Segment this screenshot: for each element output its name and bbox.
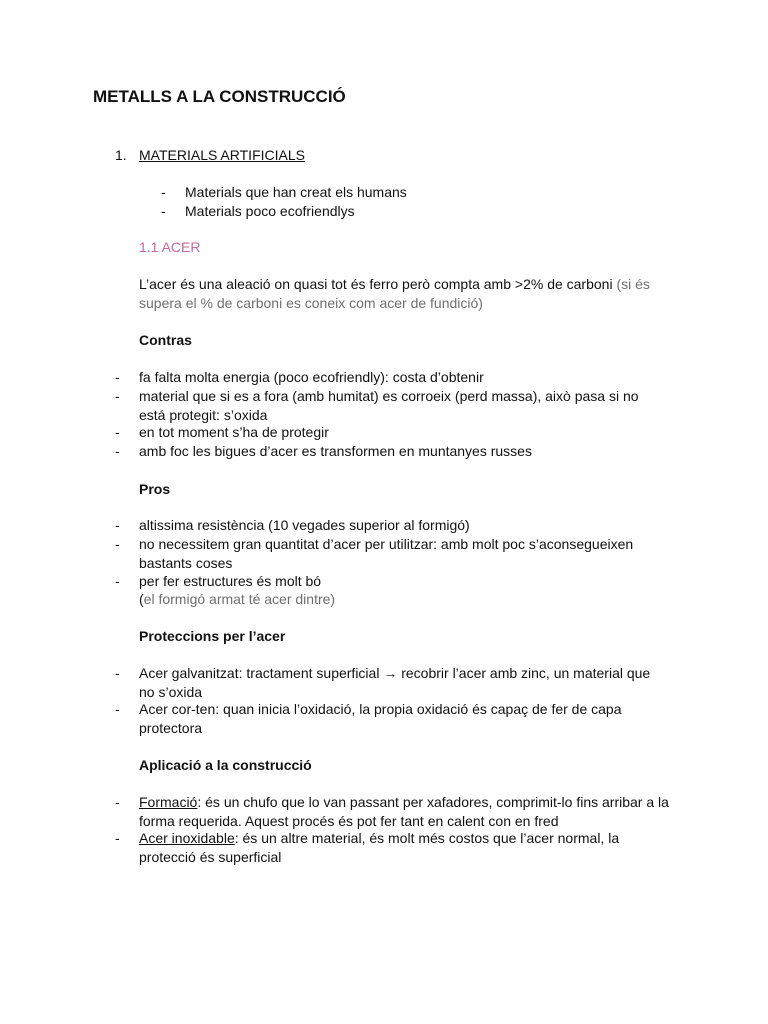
list-item-text: amb foc les bigues d’acer es transformen en muntanyes russes bbox=[139, 443, 532, 459]
bullet-dash: - bbox=[115, 665, 120, 681]
term: Formació bbox=[139, 794, 198, 810]
list-item-text: Acer cor-ten: quan inicia l’oxidació, la propia oxidació és capaç de fer de capa protectora bbox=[139, 701, 622, 736]
bullet-dash: - bbox=[115, 424, 120, 440]
document-title: METALLS A LA CONSTRUCCIÓ bbox=[93, 87, 346, 106]
bullet-dash: - bbox=[115, 573, 120, 589]
bullet-dash: - bbox=[115, 536, 120, 552]
bullet-dash: - bbox=[115, 388, 120, 404]
definition-note: (si és supera el % de carboni es coneix com acer de fundició) bbox=[139, 276, 650, 311]
list-item-text: Materials que han creat els humans bbox=[185, 184, 407, 200]
note-text: el formigó armat té acer dintre) bbox=[143, 591, 336, 607]
term: Acer inoxidable bbox=[139, 830, 235, 846]
list-item-text bbox=[139, 829, 639, 866]
subsection-heading: 1.1 ACER bbox=[139, 239, 201, 255]
bullet-dash: - bbox=[161, 203, 166, 219]
list-item-text: no necessitem gran quantitat d’acer per utilitzar: amb molt poc s’aconsegueixen bastants coses bbox=[139, 536, 634, 571]
acer-definition bbox=[139, 275, 659, 312]
bullet-dash: - bbox=[115, 443, 120, 459]
list-item-text bbox=[139, 793, 679, 830]
bullet-dash: - bbox=[161, 184, 166, 200]
list-item-text: altissima resistència (10 vegades superior al formigó) bbox=[139, 517, 470, 533]
definition-text: L’acer és una aleació on quasi tot és ferro però compta amb >2% de carboni bbox=[139, 276, 617, 292]
list-item-text: Acer galvanitzat: tractament superficial → recobrir l’acer amb zinc, un material que no s’oxida bbox=[139, 665, 651, 700]
contras-heading: Contras bbox=[139, 332, 192, 348]
bullet-dash: - bbox=[115, 517, 120, 533]
proteccions-heading: Proteccions per l’acer bbox=[139, 628, 286, 644]
note-open-paren: ( bbox=[139, 591, 144, 607]
bullet-dash: - bbox=[115, 830, 120, 846]
list-item-text: material que si es a fora (amb humitat) es corroeix (perd massa), això pasa si no está protegit: s’oxida bbox=[139, 388, 639, 423]
pros-note bbox=[139, 590, 659, 609]
bullet-dash: - bbox=[115, 701, 120, 717]
pros-heading: Pros bbox=[139, 481, 171, 497]
section-title: MATERIALS ARTIFICIALS bbox=[139, 147, 305, 163]
list-item-text: en tot moment s’ha de protegir bbox=[139, 424, 329, 440]
term-description: : és un altre material, és molt més costos que l’acer normal, la protecció és superficial bbox=[139, 830, 620, 865]
aplicacio-heading: Aplicació a la construcció bbox=[139, 757, 312, 773]
bullet-dash: - bbox=[115, 369, 120, 385]
section-heading bbox=[115, 146, 305, 165]
list-item-text: fa falta molta energia (poco ecofriendly): costa d’obtenir bbox=[139, 369, 484, 385]
term-description: : és un chufo que lo van passant per xafadores, comprimit-lo fins arribar a la forma requerida. Aquest procés és pot fer tant en calent con en fred bbox=[139, 794, 669, 829]
list-item-text: Materials poco ecofriendlys bbox=[185, 203, 355, 219]
list-item-text: per fer estructures és molt bó bbox=[139, 573, 322, 589]
section-number: 1. bbox=[115, 147, 127, 163]
bullet-dash: - bbox=[115, 794, 120, 810]
